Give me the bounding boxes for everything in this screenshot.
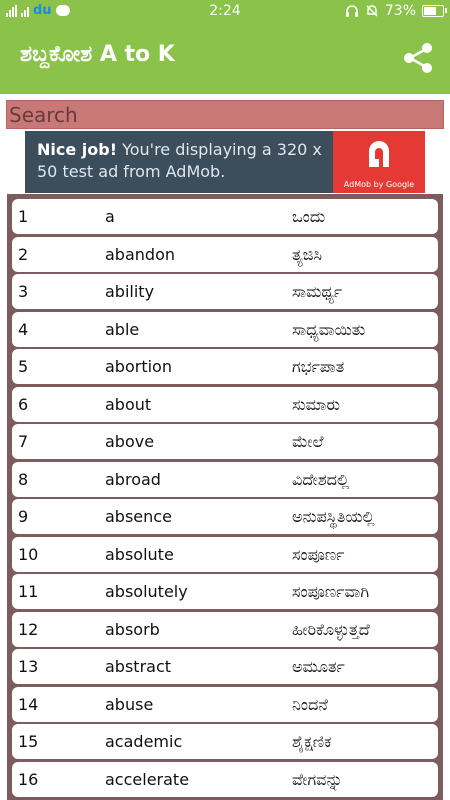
- kannada-meaning: ವೇಗವನ್ನು: [292, 769, 343, 789]
- word-number: 6: [18, 394, 29, 414]
- word-number: 9: [18, 507, 29, 526]
- english-word: able: [105, 319, 140, 339]
- status-bar: [0, 0, 450, 24]
- search-input[interactable]: [7, 101, 443, 128]
- kannada-meaning: ಮೇಲೆ: [292, 432, 324, 451]
- admob-logo: [333, 131, 425, 193]
- ad-text: [37, 139, 342, 183]
- english-word: above: [105, 432, 155, 451]
- list-item[interactable]: [12, 537, 438, 572]
- admob-caption: AdMob by Google: [343, 180, 415, 189]
- word-number: 8: [18, 469, 29, 489]
- ad-body-text: You're displaying a 320 x 50 test ad from AdMob.: [37, 140, 322, 181]
- admob-icon: [365, 137, 393, 171]
- battery-percent: 73%: [384, 3, 416, 19]
- english-word: a: [105, 207, 115, 226]
- list-item[interactable]: [12, 574, 438, 609]
- list-item[interactable]: [12, 612, 438, 647]
- search-bar: [6, 100, 444, 129]
- word-number: 16: [18, 769, 39, 789]
- kannada-meaning: ವಿದೇಶದಲ್ಲಿ: [292, 469, 350, 489]
- mute-bell-icon: [365, 4, 379, 18]
- app-title: ಶಬ್ದಕೋಶ A to K: [20, 42, 175, 67]
- english-word: absolutely: [105, 582, 188, 601]
- english-word: about: [105, 394, 152, 414]
- word-number: 10: [18, 544, 39, 564]
- word-number: 12: [18, 619, 39, 639]
- kannada-meaning: ಶೈಕ್ಷಣಿಕ: [292, 732, 332, 751]
- word-number: 13: [18, 657, 39, 676]
- kannada-meaning: ತ್ಯಜಿಸಿ: [292, 244, 322, 264]
- kannada-meaning: ಒಂದು: [292, 207, 326, 226]
- english-word: absolute: [105, 544, 174, 564]
- english-word: abroad: [105, 469, 161, 489]
- share-button[interactable]: [400, 40, 436, 76]
- kannada-meaning: ಸಂಪೂರ್ಣವಾಗಿ: [292, 582, 370, 601]
- english-word: absorb: [105, 619, 160, 639]
- du-carrier-icon: du: [33, 3, 52, 18]
- english-word: ability: [105, 282, 155, 301]
- list-item[interactable]: [12, 687, 438, 722]
- list-item[interactable]: [12, 424, 438, 459]
- english-word: absence: [105, 507, 172, 526]
- battery-icon: [422, 5, 444, 17]
- word-number: 11: [18, 582, 39, 601]
- english-word: abuse: [105, 694, 154, 714]
- share-icon: [400, 40, 436, 76]
- list-item[interactable]: [12, 649, 438, 684]
- english-word: abandon: [105, 244, 175, 264]
- word-number: 4: [18, 319, 29, 339]
- kannada-meaning: ಸಾಧ್ಯವಾಯಿತು: [292, 319, 366, 339]
- ad-banner[interactable]: [25, 131, 425, 193]
- list-item[interactable]: [12, 762, 438, 797]
- kannada-meaning: ಸಂಪೂರ್ಣ: [292, 544, 345, 564]
- english-word: academic: [105, 732, 183, 751]
- word-list: [7, 194, 443, 800]
- list-item[interactable]: [12, 199, 438, 234]
- kannada-meaning: ಗರ್ಭಪಾತ: [292, 357, 345, 376]
- list-item[interactable]: [12, 274, 438, 309]
- word-number: 1: [18, 207, 29, 226]
- status-right-icons: [345, 3, 444, 19]
- word-number: 3: [18, 282, 29, 301]
- word-number: 5: [18, 357, 29, 376]
- kannada-meaning: ಸುಮಾರು: [292, 394, 341, 414]
- kannada-meaning: ಅನುಪಸ್ಥಿತಿಯಲ್ಲಿ: [292, 507, 375, 526]
- list-item[interactable]: [12, 237, 438, 272]
- kannada-meaning: ಹೀರಿಕೊಳ್ಳುತ್ತದೆ: [292, 619, 370, 639]
- word-number: 7: [18, 432, 29, 451]
- english-word: abstract: [105, 657, 172, 676]
- list-item[interactable]: [12, 499, 438, 534]
- kannada-meaning: ಅಮೂರ್ತ: [292, 657, 345, 676]
- list-item[interactable]: [12, 387, 438, 422]
- headset-icon: [345, 4, 359, 18]
- english-word: abortion: [105, 357, 172, 376]
- status-time: 2:24: [209, 3, 241, 19]
- list-item[interactable]: [12, 312, 438, 347]
- word-number: 15: [18, 732, 39, 751]
- kannada-meaning: ನಿಂದನೆ: [292, 694, 328, 714]
- list-item[interactable]: [12, 462, 438, 497]
- list-item[interactable]: [12, 349, 438, 384]
- word-number: 14: [18, 694, 39, 714]
- ad-bold-text: Nice job!: [37, 140, 118, 159]
- kannada-meaning: ಸಾಮರ್ಥ್ಯ: [292, 282, 343, 301]
- list-item[interactable]: [12, 724, 438, 759]
- word-number: 2: [18, 244, 29, 264]
- app-bar: [0, 24, 450, 94]
- english-word: accelerate: [105, 769, 190, 789]
